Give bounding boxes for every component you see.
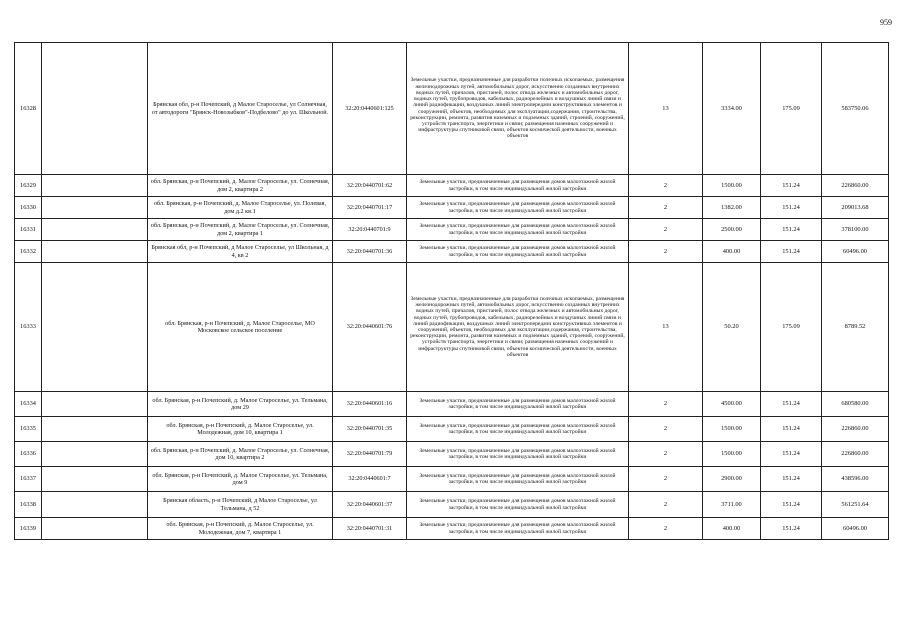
address-cell: обл. Брянская, р-н Почепский, д. Малое Старосельe, ул. Тельмана, дом 29 <box>148 392 333 417</box>
record-id-cell: 16328 <box>15 43 42 175</box>
address-cell: обл. Брянская, р-н Почепский, д. Малое Старосельe, МО Московское сельское поселение <box>148 263 333 392</box>
address-cell: обл. Брянская, р-н Почепский, д. Малое Старосельe, ул. Солнечная, дом 2, квартира 2 <box>148 175 333 197</box>
area-cell: 1500.00 <box>703 175 761 197</box>
record-id-cell: 16335 <box>15 417 42 442</box>
cadastral-number-cell: 32:20:0440701:9 <box>333 219 407 241</box>
record-id-cell: 16338 <box>15 492 42 518</box>
specific-value-cell: 175.09 <box>761 43 822 175</box>
cadastral-value-cell: 60496.00 <box>822 518 889 540</box>
address-cell: обл. Брянская, р-н Почепский, д. Малое Старосельe, ул. Солнечная, дом 2, квартира 1 <box>148 219 333 241</box>
cadastral-value-cell: 438596.00 <box>822 467 889 492</box>
use-group-cell: 2 <box>629 492 703 518</box>
cadastral-number-cell: 32:20:0440601:7 <box>333 467 407 492</box>
blank-cell <box>42 442 148 467</box>
specific-value-cell: 151.24 <box>761 518 822 540</box>
table-row <box>15 467 889 492</box>
address-cell: обл. Брянская, р-н Почепский, д. Малое Старосельe, ул. Солнечная, дом 10, квартира 2 <box>148 442 333 467</box>
blank-cell <box>42 492 148 518</box>
use-group-cell: 2 <box>629 442 703 467</box>
cadastral-number-cell: 32:20:0440601:125 <box>333 43 407 175</box>
use-group-cell: 2 <box>629 518 703 540</box>
cadastral-value-cell: 680580.00 <box>822 392 889 417</box>
blank-cell <box>42 417 148 442</box>
cadastral-number-cell: 32:20:0440601:37 <box>333 492 407 518</box>
table-row <box>15 241 889 263</box>
record-id-cell: 16329 <box>15 175 42 197</box>
land-register-table <box>14 42 889 540</box>
use-group-cell: 2 <box>629 197 703 219</box>
area-cell: 1382.00 <box>703 197 761 219</box>
cadastral-value-cell: 8789.52 <box>822 263 889 392</box>
table-row <box>15 219 889 241</box>
area-cell: 4500.00 <box>703 392 761 417</box>
table-row <box>15 518 889 540</box>
table-row <box>15 417 889 442</box>
land-use-cell: Земельные участки, предназначенные для размещения домов малоэтажной жилой застройки, в том числе индивидуальной жилой застройки <box>407 175 629 197</box>
specific-value-cell: 175.09 <box>761 263 822 392</box>
blank-cell <box>42 219 148 241</box>
use-group-cell: 2 <box>629 392 703 417</box>
area-cell: 1500.00 <box>703 417 761 442</box>
record-id-cell: 16332 <box>15 241 42 263</box>
cadastral-number-cell: 32:20:0440701:62 <box>333 175 407 197</box>
cadastral-value-cell: 209013.68 <box>822 197 889 219</box>
cadastral-value-cell: 561251.64 <box>822 492 889 518</box>
use-group-cell: 2 <box>629 175 703 197</box>
area-cell: 2500.00 <box>703 219 761 241</box>
area-cell: 3334.00 <box>703 43 761 175</box>
area-cell: 400.00 <box>703 518 761 540</box>
table-row <box>15 197 889 219</box>
land-use-cell: Земельные участки, предназначенные для размещения домов малоэтажной жилой застройки, в том числе индивидуальной жилой застройки <box>407 467 629 492</box>
use-group-cell: 2 <box>629 467 703 492</box>
cadastral-value-cell: 226860.00 <box>822 175 889 197</box>
blank-cell <box>42 467 148 492</box>
cadastral-number-cell: 32:20:0440601:76 <box>333 263 407 392</box>
land-use-cell: Земельные участки, предназначенные для разработки полезных ископаемых, размещения железнодорожных путей, автомобильных дорог, искусственно созданных внутренних водных путей, причалов, пристаней, полос отвода железных и автомобильных дорог, водных путей, трубопроводов, кабельных, радиорелейных и воздушных линий связи и линий радиофикации, воздушных линий электропередачи конструктивных элементов и сооружений, объектов, необходимых для эксплуатации,содержания, строительства, реконструкции, ремонта, развития наземных и подземных зданий, строений, сооружений, устройств транспорта, энергетики и связи; размещения наземных сооружений и инфраструктуры спутниковой связи, объектов космической деятельности, военных объектов <box>407 43 629 175</box>
cadastral-number-cell: 32:20:0440701:17 <box>333 197 407 219</box>
cadastral-value-cell: 583750.06 <box>822 43 889 175</box>
specific-value-cell: 151.24 <box>761 442 822 467</box>
area-cell: 3711.00 <box>703 492 761 518</box>
blank-cell <box>42 263 148 392</box>
use-group-cell: 2 <box>629 241 703 263</box>
table-row <box>15 263 889 392</box>
record-id-cell: 16339 <box>15 518 42 540</box>
record-id-cell: 16336 <box>15 442 42 467</box>
land-use-cell: Земельные участки, предназначенные для размещения домов малоэтажной жилой застройки, в том числе индивидуальной жилой застройки <box>407 492 629 518</box>
table-row <box>15 392 889 417</box>
specific-value-cell: 151.24 <box>761 197 822 219</box>
record-id-cell: 16331 <box>15 219 42 241</box>
land-use-cell: Земельные участки, предназначенные для размещения домов малоэтажной жилой застройки, в том числе индивидуальной жилой застройки <box>407 219 629 241</box>
specific-value-cell: 151.24 <box>761 467 822 492</box>
record-id-cell: 16330 <box>15 197 42 219</box>
blank-cell <box>42 175 148 197</box>
specific-value-cell: 151.24 <box>761 241 822 263</box>
use-group-cell: 2 <box>629 219 703 241</box>
land-use-cell: Земельные участки, предназначенные для размещения домов малоэтажной жилой застройки, в том числе индивидуальной жилой застройки <box>407 442 629 467</box>
address-cell: Брянская обл, р-н Почепский, д Малое Старосельe, ул Школьная, д 4, кв 2 <box>148 241 333 263</box>
cadastral-number-cell: 32:20:0440601:16 <box>333 392 407 417</box>
blank-cell <box>42 43 148 175</box>
table-row <box>15 442 889 467</box>
page-number: 959 <box>880 18 892 27</box>
land-use-cell: Земельные участки, предназначенные для размещения домов малоэтажной жилой застройки, в том числе индивидуальной жилой застройки <box>407 417 629 442</box>
cadastral-value-cell: 60496.00 <box>822 241 889 263</box>
area-cell: 400.00 <box>703 241 761 263</box>
use-group-cell: 13 <box>629 263 703 392</box>
address-cell: обл. Брянская, р-н Почепский, д. Малое Старосельe, ул. Молодежная, дом 7, квартира 1 <box>148 518 333 540</box>
table-row <box>15 43 889 175</box>
specific-value-cell: 151.24 <box>761 219 822 241</box>
blank-cell <box>42 518 148 540</box>
cadastral-number-cell: 32:20:0440701:35 <box>333 417 407 442</box>
cadastral-number-cell: 32:20:0440701:36 <box>333 241 407 263</box>
blank-cell <box>42 197 148 219</box>
blank-cell <box>42 392 148 417</box>
address-cell: Брянская обл, р-н Почепский, д Малое Старосельe, ул Солнечная, от автодороги "Брянск-Новозыбков"-Подбелово" до ул. Школьной. <box>148 43 333 175</box>
land-use-cell: Земельные участки, предназначенные для размещения домов малоэтажной жилой застройки, в том числе индивидуальной жилой застройки <box>407 518 629 540</box>
table-row <box>15 175 889 197</box>
cadastral-value-cell: 378100.00 <box>822 219 889 241</box>
cadastral-value-cell: 226860.00 <box>822 442 889 467</box>
land-use-cell: Земельные участки, предназначенные для размещения домов малоэтажной жилой застройки, в том числе индивидуальной жилой застройки <box>407 241 629 263</box>
land-use-cell: Земельные участки, предназначенные для размещения домов малоэтажной жилой застройки, в том числе индивидуальной жилой застройки <box>407 392 629 417</box>
address-cell: обл. Брянская, р-н Почепский, д. Малое Старосельe, ул. Полевая, дом д.2 кв.1 <box>148 197 333 219</box>
cadastral-number-cell: 32:20:0440701:79 <box>333 442 407 467</box>
record-id-cell: 16333 <box>15 263 42 392</box>
area-cell: 2900.00 <box>703 467 761 492</box>
address-cell: обл. Брянская, р-н Почепский, д. Малое Старосельe, ул. Молодежная, дом 10, квартира 1 <box>148 417 333 442</box>
cadastral-number-cell: 32:20:0440701:31 <box>333 518 407 540</box>
specific-value-cell: 151.24 <box>761 175 822 197</box>
address-cell: обл. Брянская, р-н Почепский, д. Малое Старосельe, ул. Тельмана, дом 9 <box>148 467 333 492</box>
record-id-cell: 16334 <box>15 392 42 417</box>
area-cell: 50.20 <box>703 263 761 392</box>
land-use-cell: Земельные участки, предназначенные для разработки полезных ископаемых, размещения железнодорожных путей, автомобильных дорог, искусственно созданных внутренних водных путей, причалов, пристаней, полос отвода железных и автомобильных дорог, водных путей, трубопроводов, кабельных, радиорелейных и воздушных линий связи и линий радиофикации, воздушных линий электропередачи конструктивных элементов и сооружений, объектов, необходимых для эксплуатации,содержания, строительства, реконструкции, ремонта, развития наземных и подземных зданий, строений, сооружений, устройств транспорта, энергетики и связи; размещения наземных сооружений и инфраструктуры спутниковой связи, объектов космической деятельности, военных объектов <box>407 263 629 392</box>
cadastral-value-cell: 226860.00 <box>822 417 889 442</box>
address-cell: Брянская область, р-н Почепский, д Малое Старосельe, ул Тельмана, д 52 <box>148 492 333 518</box>
specific-value-cell: 151.24 <box>761 417 822 442</box>
specific-value-cell: 151.24 <box>761 492 822 518</box>
use-group-cell: 2 <box>629 417 703 442</box>
blank-cell <box>42 241 148 263</box>
table-row <box>15 492 889 518</box>
specific-value-cell: 151.24 <box>761 392 822 417</box>
area-cell: 1500.00 <box>703 442 761 467</box>
land-use-cell: Земельные участки, предназначенные для размещения домов малоэтажной жилой застройки, в том числе индивидуальной жилой застройки <box>407 197 629 219</box>
use-group-cell: 13 <box>629 43 703 175</box>
register-body <box>15 43 889 540</box>
record-id-cell: 16337 <box>15 467 42 492</box>
